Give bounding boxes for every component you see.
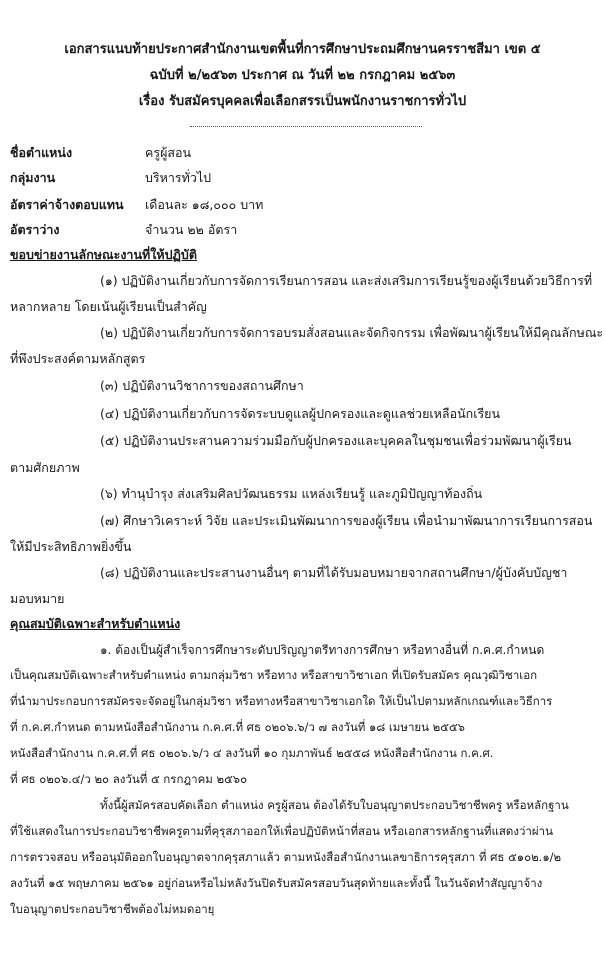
- doc-title-line2: ฉบับที่ ๒/๒๕๖๓ ประกาศ ณ วันที่ ๒๒ กรกฎาคม ๒๕๖๓: [149, 68, 456, 83]
- duty-line: มอบหมาย: [10, 591, 65, 606]
- duty-line: (๔) ปฏิบัติงานเกี่ยวกับการจัดระบบดูแลผู้ปกครองและดูแลช่วยเหลือนักเรียน: [100, 406, 501, 421]
- duty-line: (๖) ทำนุบำรุง ส่งเสริมศิลปวัฒนธรรม แหล่งเรียนรู้ และภูมิปัญญาท้องถิ่น: [100, 486, 483, 501]
- qualification-line: ใบอนุญาตประกอบวิชาชีพต้องไม่หมดอายุ: [10, 902, 215, 916]
- duty-line: (๓) ปฏิบัติงานวิชาการของสถานศึกษา: [100, 378, 304, 393]
- field-value-group: บริหารทั่วไป: [145, 170, 212, 185]
- field-value-salary: เดือนละ ๑๘,๐๐๐ บาท: [145, 197, 264, 212]
- qualification-line: ๑. ต้องเป็นผู้สำเร็จการศึกษาระดับปริญญาตรีทางการศึกษา หรือทางอื่นที่ ก.ค.ศ.กำหนด: [100, 643, 545, 657]
- doc-title-line3: เรื่อง รับสมัครบุคคลเพื่อเลือกสรรเป็นพนักงานราชการทั่วไป: [138, 94, 467, 109]
- field-label-position: ชื่อตำแหน่ง: [10, 145, 73, 160]
- qualification-line: การตรวจสอบ หรืออนุมัติออกใบอนุญาตจากคุรุสภาแล้ว ตามหนังสือสำนักงานเลขาธิการคุรุสภา ที่ ศธ ๕๑๐๒.๑/๒: [10, 850, 562, 864]
- duty-line: ที่พึงประสงค์ตามหลักสูตร: [10, 351, 146, 366]
- field-label-salary: อัตราค่าจ้างตอบแทน: [10, 197, 124, 212]
- header-divider: [190, 126, 422, 127]
- field-label-vacancy: อัตราว่าง: [10, 222, 60, 237]
- qualification-line: ทั้งนี้ผู้สมัครสอบคัดเลือก ตำแหน่ง ครูผู้สอน ต้องได้รับใบอนุญาตประกอบวิชาชีพครู หรือหลักฐาน: [100, 798, 569, 812]
- duties-heading: ขอบข่ายงานลักษณะงานที่ให้ปฏิบัติ: [10, 247, 197, 262]
- doc-title-line1: เอกสารแนบท้ายประกาศสำนักงานเขตพื้นที่การศึกษาประถมศึกษานครราชสีมา เขต ๕: [64, 42, 541, 57]
- duty-line: (๕) ปฏิบัติงานประสานความร่วมมือกับผู้ปกครองและบุคคลในชุมชนเพื่อร่วมพัฒนาผู้เรียน: [100, 433, 572, 448]
- qualification-line: ที่ใช้แสดงในการประกอบวิชาชีพครูตามที่คุรุสภาออกให้เพื่อปฏิบัติหน้าที่สอน หรือเอกสารหลักฐานที่แสดงว่าผ่าน: [10, 824, 553, 838]
- qualification-line: ที่ ศธ ๐๒๐๖.๔/ว ๒๐ ลงวันที่ ๕ กรกฎาคม ๒๕๖๐: [10, 772, 248, 786]
- duty-line: ตามศักยภาพ: [10, 460, 80, 475]
- qualification-line: ลงวันที่ ๑๕ พฤษภาคม ๒๕๖๑ อยู่ก่อนหรือไม่หลังวันปิดรับสมัครสอบวันสุดท้ายและทั้งนี้ ในวันจัดทำสัญญาจ้าง: [10, 876, 543, 890]
- qualifications-heading: คุณสมบัติเฉพาะสำหรับตำแหน่ง: [10, 616, 181, 631]
- duty-line: ให้มีประสิทธิภาพยิ่งขึ้น: [10, 539, 132, 554]
- duty-line: (๘) ปฏิบัติงานและประสานงานอื่นๆ ตามที่ได้รับมอบหมายจากสถานศึกษา/ผู้บังคับบัญชา: [100, 565, 568, 580]
- qualification-line: หนังสือสำนักงาน ก.ค.ศ.ที่ ศธ ๐๒๐๖.๖/ว ๔ ลงวันที่ ๑๐ กุมภาพันธ์ ๒๕๕๘ หนังสือสำนักงาน ก.ค.ศ.: [10, 746, 494, 760]
- qualification-line: ที่นำมาประกอบการสมัครจะจัดอยู่ในกลุ่มวิชา หรือทางหรือสาขาวิชาเอกใด ให้เป็นไปตามหลักเกณฑ์และวิธีการ: [10, 694, 553, 708]
- field-label-group: กลุ่มงาน: [10, 170, 56, 185]
- qualification-line: ที่ ก.ค.ศ.กำหนด ตามหนังสือสำนักงาน ก.ค.ศ.ที่ ศธ ๐๒๐๖.๖/ว ๗ ลงวันที่ ๑๘ เมษายน ๒๕๕๖: [10, 720, 465, 734]
- field-value-vacancy: จำนวน ๒๒ อัตรา: [145, 222, 238, 237]
- duty-line: (๗) ศึกษาวิเคราะห์ วิจัย และประเมินพัฒนาการของผู้เรียน เพื่อนำมาพัฒนาการเรียนการสอน: [100, 513, 593, 528]
- duty-line: หลากหลาย โดยเน้นผู้เรียนเป็นสำคัญ: [10, 299, 207, 314]
- duty-line: (๒) ปฏิบัติงานเกี่ยวกับการจัดการอบรมสั่งสอนและจัดกิจกรรม เพื่อพัฒนาผู้เรียนให้มีคุณลักษณะ: [100, 325, 604, 340]
- field-value-position: ครูผู้สอน: [145, 145, 192, 160]
- qualification-line: เป็นคุณสมบัติเฉพาะสำหรับตำแหน่ง ตามกลุ่มวิชา หรือทาง หรือสาขาวิชาเอก ที่เปิดรับสมัคร คุณวุฒิวิชาเอก: [10, 668, 538, 682]
- duty-line: (๑) ปฏิบัติงานเกี่ยวกับการจัดการเรียนการสอน และส่งเสริมการเรียนรู้ของผู้เรียนด้วยวิธีการที่: [100, 273, 593, 288]
